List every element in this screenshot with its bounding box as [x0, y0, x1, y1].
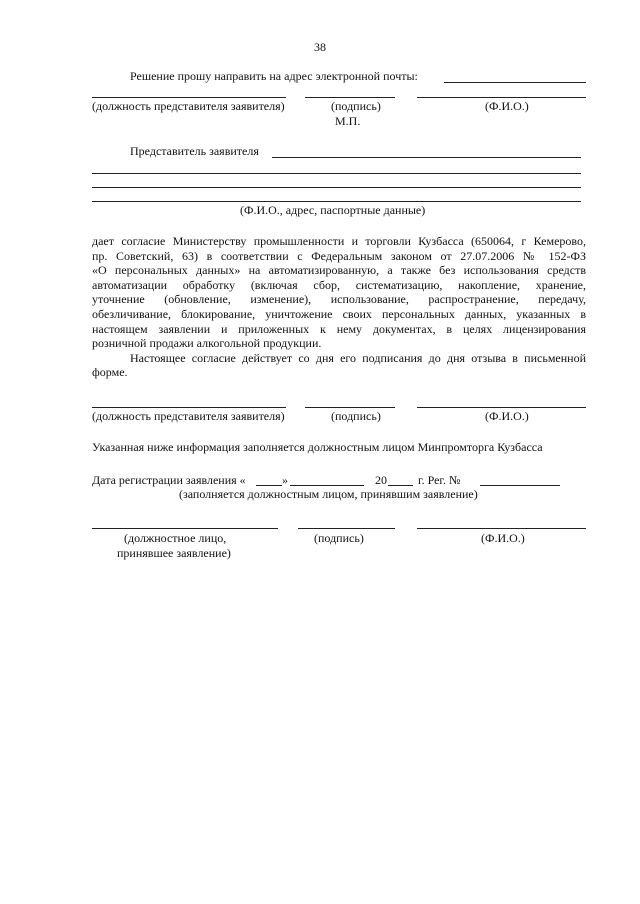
page-number: 38	[314, 40, 326, 54]
official-caption-line2: принявшее заявление)	[117, 546, 231, 560]
representative-extra-line-3[interactable]	[92, 201, 581, 202]
registration-number-line[interactable]	[480, 485, 560, 486]
representative-caption: (Ф.И.О., адрес, паспортные данные)	[240, 203, 426, 217]
consent-line: «О персональных данных» на автоматизированную, а также без использования средств	[92, 263, 586, 278]
position-caption: (должность представителя заявителя)	[92, 99, 285, 113]
position-caption-2: (должность представителя заявителя)	[92, 409, 285, 423]
signature-caption-2: (подпись)	[331, 409, 381, 423]
registration-number-label: г. Рег. №	[418, 473, 461, 487]
name-input-line[interactable]	[417, 97, 586, 98]
official-signature-line[interactable]	[298, 528, 395, 529]
email-input-line[interactable]	[444, 82, 586, 83]
consent-line: автоматизации обработку (включая сбор, систематизацию, накопление, хранение,	[92, 277, 586, 292]
official-signature-caption: (подпись)	[314, 531, 364, 545]
consent-line: обезличивание, блокирование, уничтожение своих персональных данных, указанных в	[92, 306, 586, 321]
validity-line: форме.	[92, 365, 128, 380]
consent-line: розничной продажи алкогольной продукции.	[92, 336, 322, 351]
consent-line: пр. Советский, 63) в соответствии с Федеральным законом от 27.07.2006 № 152-ФЗ	[92, 248, 586, 263]
registration-month-line[interactable]	[290, 485, 364, 486]
position-input-line-2[interactable]	[92, 407, 286, 408]
validity-line: Настоящее согласие действует со дня его подписания до дня отзыва в письменной	[130, 350, 586, 365]
signature-caption: (подпись)	[331, 99, 381, 113]
consent-paragraph	[92, 234, 586, 380]
consent-line: дает согласие Министерству промышленности и торговли Кузбасса (650064, г Кемерово,	[92, 234, 586, 248]
official-name-caption: (Ф.И.О.)	[481, 531, 525, 545]
registration-caption: (заполняется должностным лицом, принявшим заявление)	[179, 487, 478, 501]
official-note: Указанная ниже информация заполняется должностным лицом Минпромторга Кузбасса	[92, 440, 543, 454]
name-caption: (Ф.И.О.)	[485, 99, 529, 113]
registration-year-line[interactable]	[388, 485, 413, 486]
registration-year-prefix: 20	[375, 473, 387, 487]
email-request-label: Решение прошу направить на адрес электронной почты:	[130, 69, 418, 83]
representative-input-line[interactable]	[272, 157, 581, 158]
representative-extra-line-2[interactable]	[92, 187, 581, 188]
signature-input-line-2[interactable]	[305, 407, 395, 408]
signature-input-line[interactable]	[305, 97, 395, 98]
name-input-line-2[interactable]	[417, 407, 586, 408]
registration-label-start: Дата регистрации заявления «	[92, 473, 246, 487]
official-input-line[interactable]	[92, 528, 278, 529]
official-name-line[interactable]	[417, 528, 586, 529]
representative-label: Представитель заявителя	[130, 144, 259, 158]
registration-label-mid: »	[282, 473, 288, 487]
consent-line: настоящем заявлении и приложенных к нему документах, в целях лицензирования	[92, 321, 586, 336]
position-input-line[interactable]	[92, 97, 286, 98]
stamp-caption: М.П.	[335, 114, 361, 128]
registration-day-line[interactable]	[256, 485, 282, 486]
official-caption-line1: (должностное лицо,	[124, 531, 227, 545]
consent-line: уточнение (обновление, изменение), использование, распространение, передачу,	[92, 292, 586, 307]
representative-extra-line-1[interactable]	[92, 173, 581, 174]
name-caption-2: (Ф.И.О.)	[485, 409, 529, 423]
